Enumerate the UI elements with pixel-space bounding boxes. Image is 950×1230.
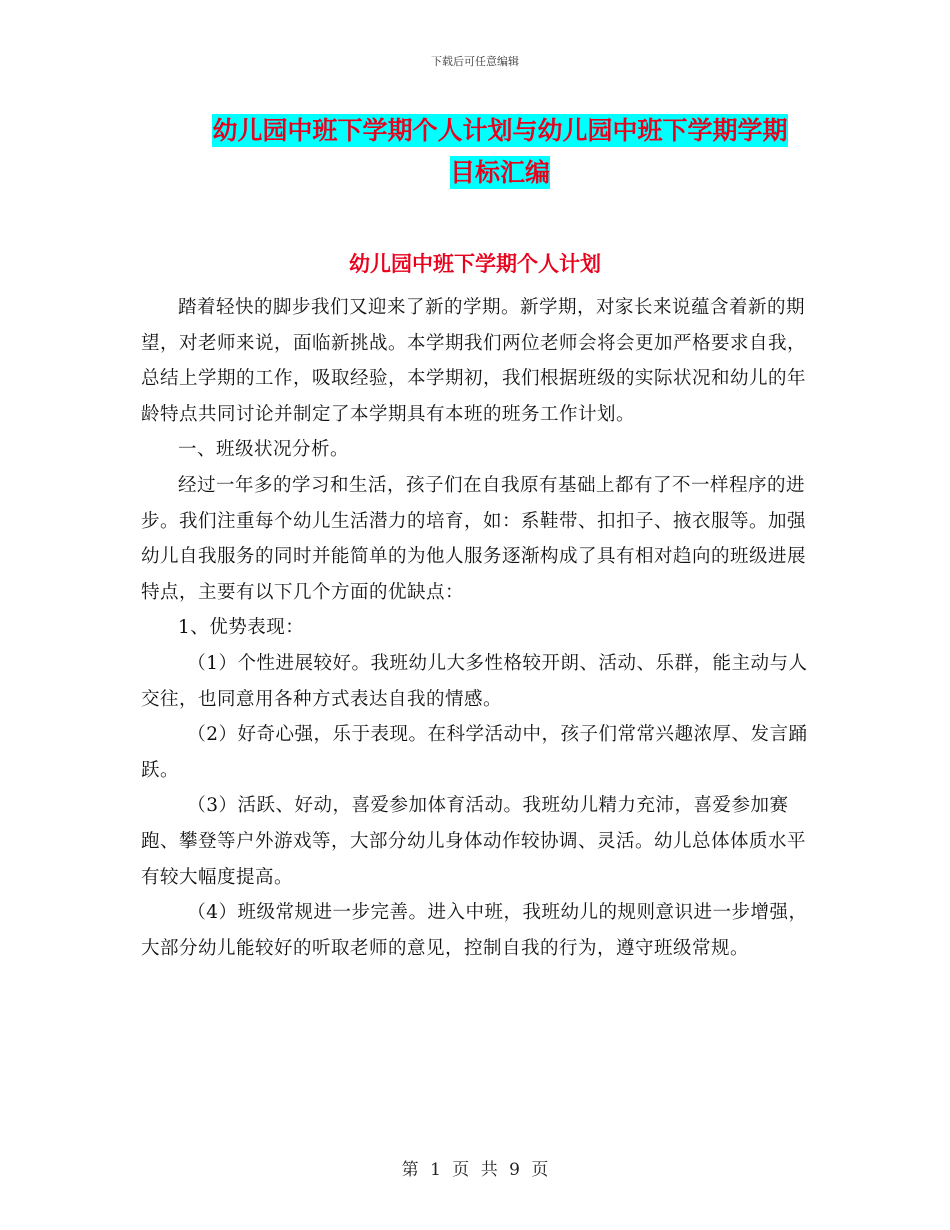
page-number: 第 1 页 共 9 页: [401, 1160, 549, 1180]
list-item-strength-1: （1）个性进展较好。我班幼儿大多性格较开朗、活动、乐群，能主动与人交往，也同意用各种方式表达自我的情感。: [141, 652, 808, 710]
paragraph-analysis: 经过一年多的学习和生活，孩子们在自我原有基础上都有了不一样程序的进步。我们注重每个幼儿生活潜力的培育，如：系鞋带、扣扣子、掖衣服等。加强幼儿自我服务的同时并能简单的为他人服务逐渐构成了具有相对趋向的班级进展特点，主要有以下几个方面的优缺点：: [141, 474, 807, 603]
section-title: 幼儿园中班下学期个人计划: [349, 252, 601, 276]
list-item-strength-2: （2）好奇心强，乐于表现。在科学活动中，孩子们常常兴趣浓厚、发言踊跃。: [141, 724, 808, 781]
document-body: [141, 290, 811, 966]
heading-class-analysis: 一、班级状况分析。: [178, 439, 350, 461]
heading-strengths: 1、优势表现：: [178, 617, 305, 639]
list-item-strength-3: （3）活跃、好动，喜爱参加体育活动。我班幼儿精力充沛，喜爱参加赛跑、攀登等户外游戏等，大部分幼儿身体动作较协调、灵活。幼儿总体体质水平有较大幅度提高。: [141, 795, 807, 888]
document-title: [190, 110, 810, 194]
list-item-strength-4: （4）班级常规进一步完善。进入中班，我班幼儿的规则意识进一步增强，大部分幼儿能较好的听取老师的意见，控制自我的行为，遵守班级常规。: [141, 902, 808, 959]
paragraph-intro: 踏着轻快的脚步我们又迎来了新的学期。新学期，对家长来说蕴含着新的期望，对老师来说，面临新挑战。本学期我们两位老师会将会更加严格要求自我，总结上学期的工作，吸取经验，本学期初，我们根据班级的实际状况和幼儿的年龄特点共同讨论并制定了本学期具有本班的班务工作计划。: [141, 297, 807, 425]
document-title-line1: 幼儿园中班下学期个人计划与幼儿园中班下学期学期: [212, 116, 788, 145]
page-header-note: 下载后可任意编辑: [431, 55, 519, 68]
document-title-line2: 目标汇编: [449, 158, 550, 187]
